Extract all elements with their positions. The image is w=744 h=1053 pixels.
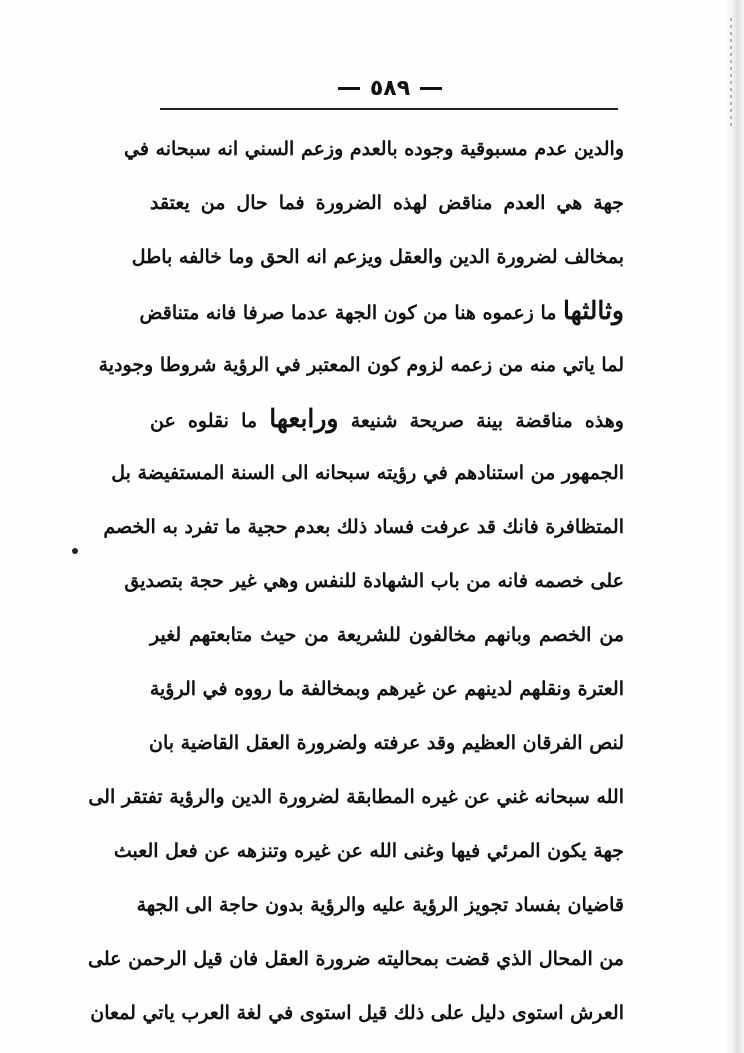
section-marker: وثالثها bbox=[563, 296, 624, 325]
text-line: الجمهور من استنادهم في رؤيته سبحانه الى السنة المستفيضة بل bbox=[111, 462, 624, 484]
text-line: الله سبحانه غني عن غيره المطابقة لضرورة الدين والرؤية تفتقر الى bbox=[88, 786, 624, 808]
text-line: وهذه مناقضة بينة صريحة شنيعة ورابعها ما نقلوه عن bbox=[150, 404, 624, 433]
header-dash-left bbox=[338, 87, 360, 90]
text-line: وثالثها ما زعموه هنا من كون الجهة عدما صرفا فانه متناقض bbox=[139, 296, 624, 325]
header-rule bbox=[160, 108, 618, 110]
text-line: قاضيان بفساد تجويز الرؤية عليه والرؤية بدون حاجة الى الجهة bbox=[136, 894, 624, 916]
scan-speck bbox=[72, 548, 78, 554]
page-header bbox=[320, 74, 460, 102]
text-line: بمخالف لضرورة الدين والعقل ويزعم انه الحق وما خالفه باطل bbox=[131, 246, 624, 268]
header-dash-right bbox=[420, 87, 442, 90]
text-line: جهة يكون المرئي فيها وغنى الله عن غيره وتنزهه عن فعل العبث bbox=[113, 840, 624, 862]
text-line: العترة ونقلهم لدينهم عن غيرهم وبمخالفة ما رووه في الرؤية bbox=[149, 678, 624, 700]
text-line: لما ياتي منه من زعمه لزوم كون المعتبر في الرؤية شروطا وجودية bbox=[98, 354, 624, 376]
page-number: ٥٨٩ bbox=[369, 75, 411, 101]
section-marker: ورابعها bbox=[269, 404, 339, 433]
text-line: على خصمه فانه من باب الشهادة للنفس وهي غير حجة بتصديق bbox=[124, 570, 624, 592]
text-line: المتظافرة فانك قد عرفت فساد ذلك بعدم حجية ما تفرد به الخصم bbox=[103, 516, 624, 538]
text-line: من المحال الذي قضت بمحاليته ضرورة العقل فان قيل الرحمن على bbox=[88, 948, 624, 970]
body-text bbox=[88, 122, 624, 1040]
text-line: والدين عدم مسبوقية وجوده بالعدم وزعم السني انه سبحانه في bbox=[124, 138, 624, 160]
text-line: جهة هي العدم مناقض لهذه الضرورة فما حال من يعتقد bbox=[150, 192, 624, 214]
scanner-edge bbox=[724, 0, 744, 1053]
text-line: العرش استوى دليل على ذلك قيل استوى في لغة العرب ياتي لمعان bbox=[90, 1002, 624, 1024]
text-line: لنص الفرقان العظيم وقد عرفته ولضرورة العقل القاضية بان bbox=[149, 732, 624, 754]
text-line: من الخصم وبانهم مخالفون للشريعة من حيث متابعتهم لغير bbox=[150, 624, 624, 646]
